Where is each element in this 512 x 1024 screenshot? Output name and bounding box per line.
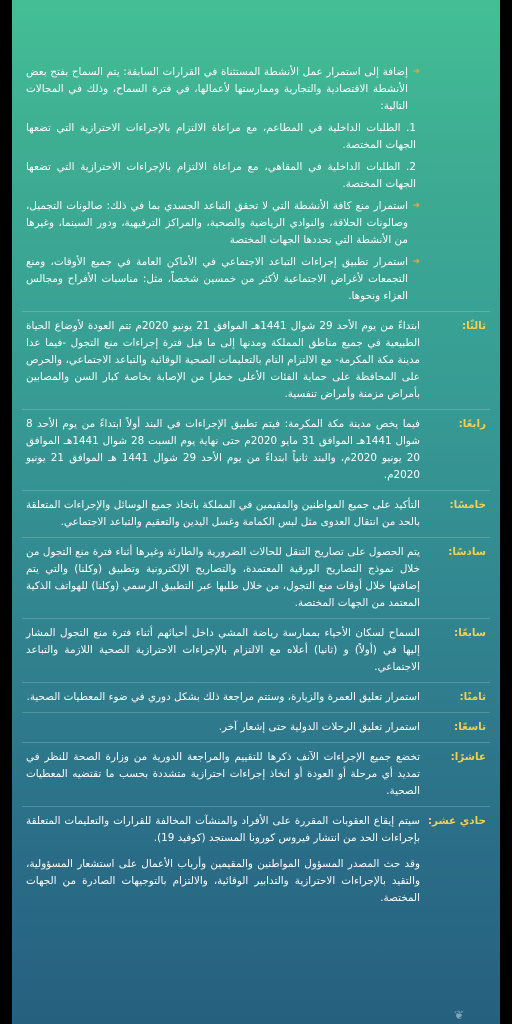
right-black-border xyxy=(500,0,512,1024)
section-label: عاشرًا: xyxy=(450,751,486,763)
continued-section-body xyxy=(12,64,420,305)
section-text: استمرار تعليق العمرة والزيارة، وستتم مراجعة ذلك بشكل دوري في ضوء المعطيات الصحية. xyxy=(26,691,420,703)
divider xyxy=(22,712,490,713)
divider xyxy=(22,618,490,619)
section-text: سيتم إيقاع العقوبات المقررة على الأفراد والمنشآت المخالفة للقرارات والتعليمات المتعلقة بإجراءات الحد من انتشار فيروس كورونا المستجد (كوفيد 19). xyxy=(26,815,420,844)
divider xyxy=(22,682,490,683)
divider xyxy=(22,742,490,743)
bullet-item xyxy=(26,254,420,305)
divider xyxy=(22,311,490,312)
section-label: تاسعًا: xyxy=(454,721,486,733)
arrow-left-icon: ➜ xyxy=(412,257,420,267)
section-text: يتم الحصول على تصاريح التنقل للحالات الضرورية والطارئة وغيرها أثناء فترة منع التجول من خلال نموذج التصاريح الورقية المعتمدة، والتصاريح الإلكترونية وتطبيق (وكلنا) والتي يتم إضافتها خلال أوقات منع التجول، من خلال طلبها عبر التطبيق الرسمي (وكلنا) للهواتف الذكية المعتمد من الجهات المختصة. xyxy=(26,546,420,609)
bullet-item-text: استمرار منع كافة الأنشطة التي لا تحقق التباعد الجسدي بما في ذلك: صالونات التجميل، وصالونات الحلاقة، والنوادي الرياضية والصحية، والمراكز الترفيهية، ودور السينما، وغيرها من الأنشطة التي تحددها الجهات المختصة xyxy=(26,200,408,246)
section xyxy=(12,318,500,403)
divider xyxy=(22,537,490,538)
section xyxy=(12,719,500,736)
closing-text: وقد حث المصدر المسؤول المواطنين والمقيمين وأرباب الأعمال على استشعار المسؤولية، والتقيد بالإجراءات الاحترازية والتدابير الوقائية، والالتزام بالتوجيهات الصادرة من الجهات المختصة. xyxy=(26,858,420,904)
document-content xyxy=(12,64,500,1024)
intro-text: إضافة إلى استمرار عمل الأنشطة المستثناة في القرارات السابقة: يتم السماح بفتح بعض الأنشطة الاقتصادية والتجارية وممارستها لأعمالها، في فترة السماح، وذلك في المجالات التالية: xyxy=(26,66,408,112)
section-label: ثامنًا: xyxy=(459,691,486,703)
bullet-item-text: استمرار تطبيق إجراءات التباعد الاجتماعي في الأماكن العامة في جميع الأوقات، ومنع التجمعات لأغراض الاجتماعية لأكثر من خمسين شخصاً، مثل: مناسبات الأفراح ومجالس العزاء ونحوها. xyxy=(26,256,408,302)
leaf-icon: ❦ xyxy=(453,1008,465,1022)
closing-section xyxy=(12,856,500,907)
section-text: التأكيد على جميع المواطنين والمقيمين في المملكة باتخاذ جميع الوسائل والإجراءات المتعلقة بالحد من انتقال العدوى مثل لبس الكمامة وغسل اليدين والتعقيم والتباعد الاجتماعي. xyxy=(26,499,420,528)
section-label: رابعًا: xyxy=(458,418,486,430)
numbered-item-text: 2. الطلبات الداخلية في المقاهي، مع مراعاة الالتزام بالإجراءات الاحترازية التي تضعها الجهات المختصة. xyxy=(26,161,416,190)
section-text: تخضع جميع الإجراءات الآنف ذكرها للتقييم والمراجعة الدورية من وزارة الصحة للنظر في تمديد أي مرحلة أو العودة أو اتخاذ إجراءات احترازية متشددة بحسب ما تقتضيه المعطيات الصحية. xyxy=(26,751,420,797)
arrow-left-icon: ➜ xyxy=(412,201,420,211)
section-label: سابعًا: xyxy=(454,627,486,639)
continued-section xyxy=(12,64,500,305)
divider xyxy=(22,490,490,491)
section xyxy=(12,497,500,531)
bullet-item xyxy=(26,198,420,249)
section-text: السماح لسكان الأحياء بممارسة رياضة المشي داخل أحيائهم أثناء فترة منع التجول المشار إليها في (أولاً) و (ثانيا) أعلاه مع الالتزام بالإجراءات الاحترازية الصحية اللازمة والتباعد الاجتماعي. xyxy=(26,627,420,673)
left-black-border xyxy=(0,0,12,1024)
intro-bullet xyxy=(26,64,420,115)
section xyxy=(12,416,500,484)
section-label: سادسًا: xyxy=(448,546,486,558)
section xyxy=(12,689,500,706)
section-label: ثالثًا: xyxy=(461,320,486,332)
numbered-item-text: 1. الطلبات الداخلية في المطاعم، مع مراعاة الالتزام بالإجراءات الاحترازية التي تضعها الجهات المختصة. xyxy=(26,122,416,151)
section-label: خامسًا: xyxy=(449,499,486,511)
divider xyxy=(22,806,490,807)
section-text: ابتداءً من يوم الأحد 29 شوال 1441هـ الموافق 21 يونيو 2020م تتم العودة لأوضاع الحياة الطبيعية في جميع مناطق المملكة ومدنها إلى ما قبل فترة إجراءات منع التجول -فيما عدا مدينة مكة المكرمة- مع الالتزام التام بالتعليمات الصحية الوقائية والتباعد الاجتماعي، والحرص على المحافظة على حماية الفئات الأعلى خطرا من الإصابة بخاصة كبار السن والمصابين بأمراض مزمنة وأمراض تنفسية. xyxy=(26,320,421,400)
section-text: استمرار تعليق الرحلات الدولية حتى إشعار آخر. xyxy=(218,721,420,733)
section xyxy=(12,625,500,676)
section xyxy=(12,749,500,800)
numbered-item xyxy=(26,159,420,193)
divider xyxy=(22,409,490,410)
section-label: حادي عشر: xyxy=(427,815,486,827)
numbered-item xyxy=(26,120,420,154)
section xyxy=(12,544,500,612)
section-text: فيما يخص مدينة مكة المكرمة: فيتم تطبيق الإجراءات في البند أولاً ابتداءً من يوم الأحد 8 شوال 1441هـ الموافق 31 مايو 2020م حتى نهاية يوم السبت 28 شوال 1441هـ الموافق 20 يونيو 2020م، والبند ثانياً ابتداءً من يوم الأحد 29 شوال 1441 هـ الموافق 21 يونيو 2020م. xyxy=(26,418,421,481)
section xyxy=(12,813,500,847)
arrow-left-icon: ➜ xyxy=(412,67,420,77)
